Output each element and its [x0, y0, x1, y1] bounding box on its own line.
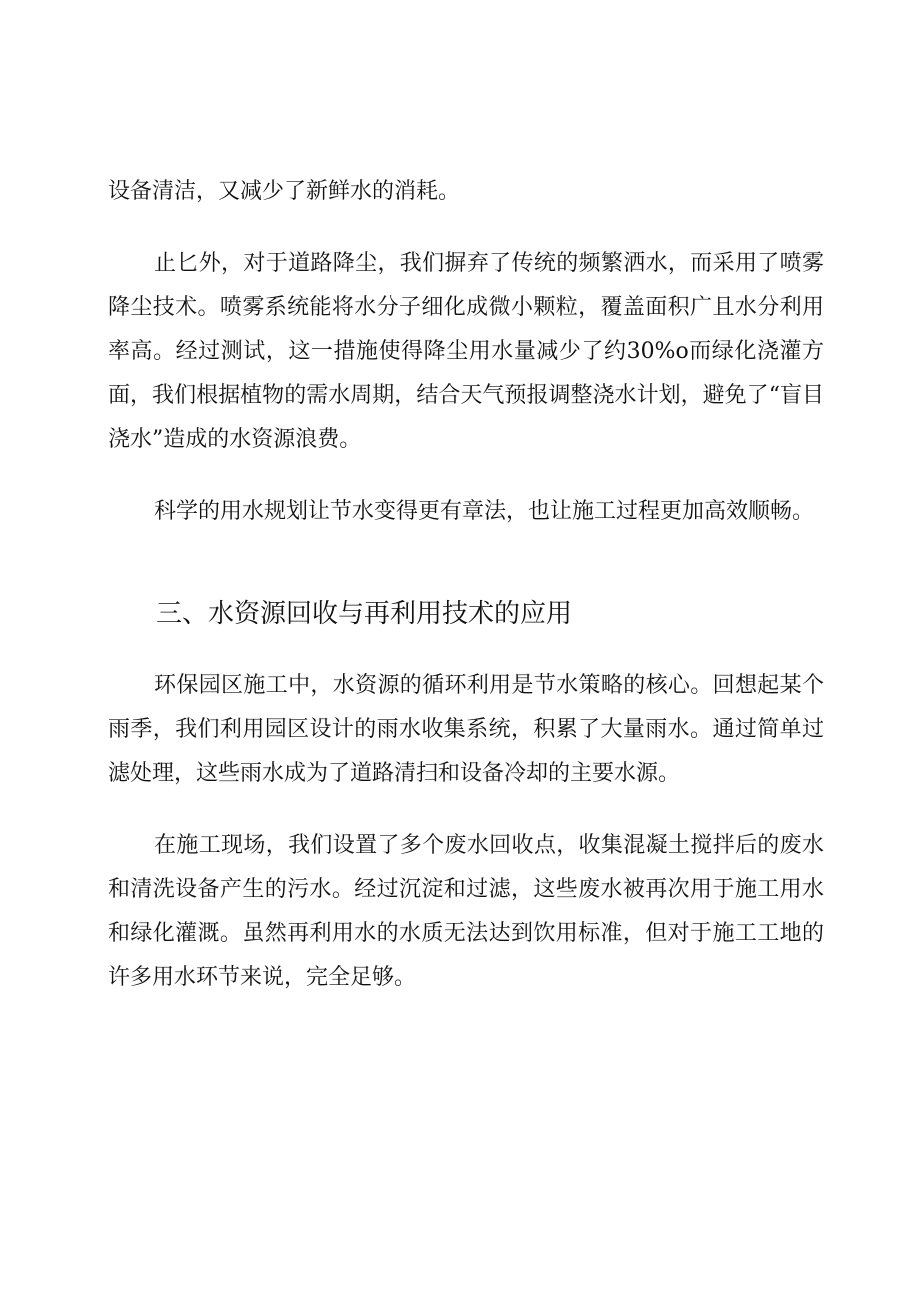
- paragraph-water-planning: 科学的用水规划让节水变得更有章法，也让施工过程更加高效顺畅。: [154, 499, 815, 524]
- text-block-top: [108, 170, 824, 534]
- paragraph-wastewater: 在施工现场，我们设置了多个废水回收点，收集混凝土搅拌后的废水和清洗设备产生的污水。经过沉淀和过滤，这些废水被再次用于施工用水和绿化灌溉。虽然再利用水的水质无法达到饮用标准，但对于施工工地的许多用水环节来说，完全足够。: [108, 833, 824, 990]
- text-block-bottom: [108, 664, 824, 1000]
- paragraph-continuation: 设备清洁，又减少了新鲜水的消耗。: [108, 179, 461, 204]
- paragraph-spray-dust: 止匕外，对于道路降尘，我们摒弃了传统的频繁洒水，而采用了喷雾降尘技术。喷雾系统能将水分子细化成微小颗粒，覆盖面积广且水分利用率高。经过测试，这一措施使得降尘用水量减少了约30%o而绿化浇灌方面，我们根据植物的需水周期，结合天气预报调整浇水计划，避免了“盲目浇水”造成的水资源浪费。: [108, 251, 824, 452]
- paragraph-rainwater: 环保园区施工中，水资源的循环利用是节水策略的核心。回想起某个雨季，我们利用园区设计的雨水收集系统，积累了大量雨水。通过简单过滤处理，这些雨水成为了道路清扫和设备冷却的主要水源。: [108, 673, 824, 786]
- section-heading: 三、水资源回收与再利用技术的应用: [156, 599, 573, 629]
